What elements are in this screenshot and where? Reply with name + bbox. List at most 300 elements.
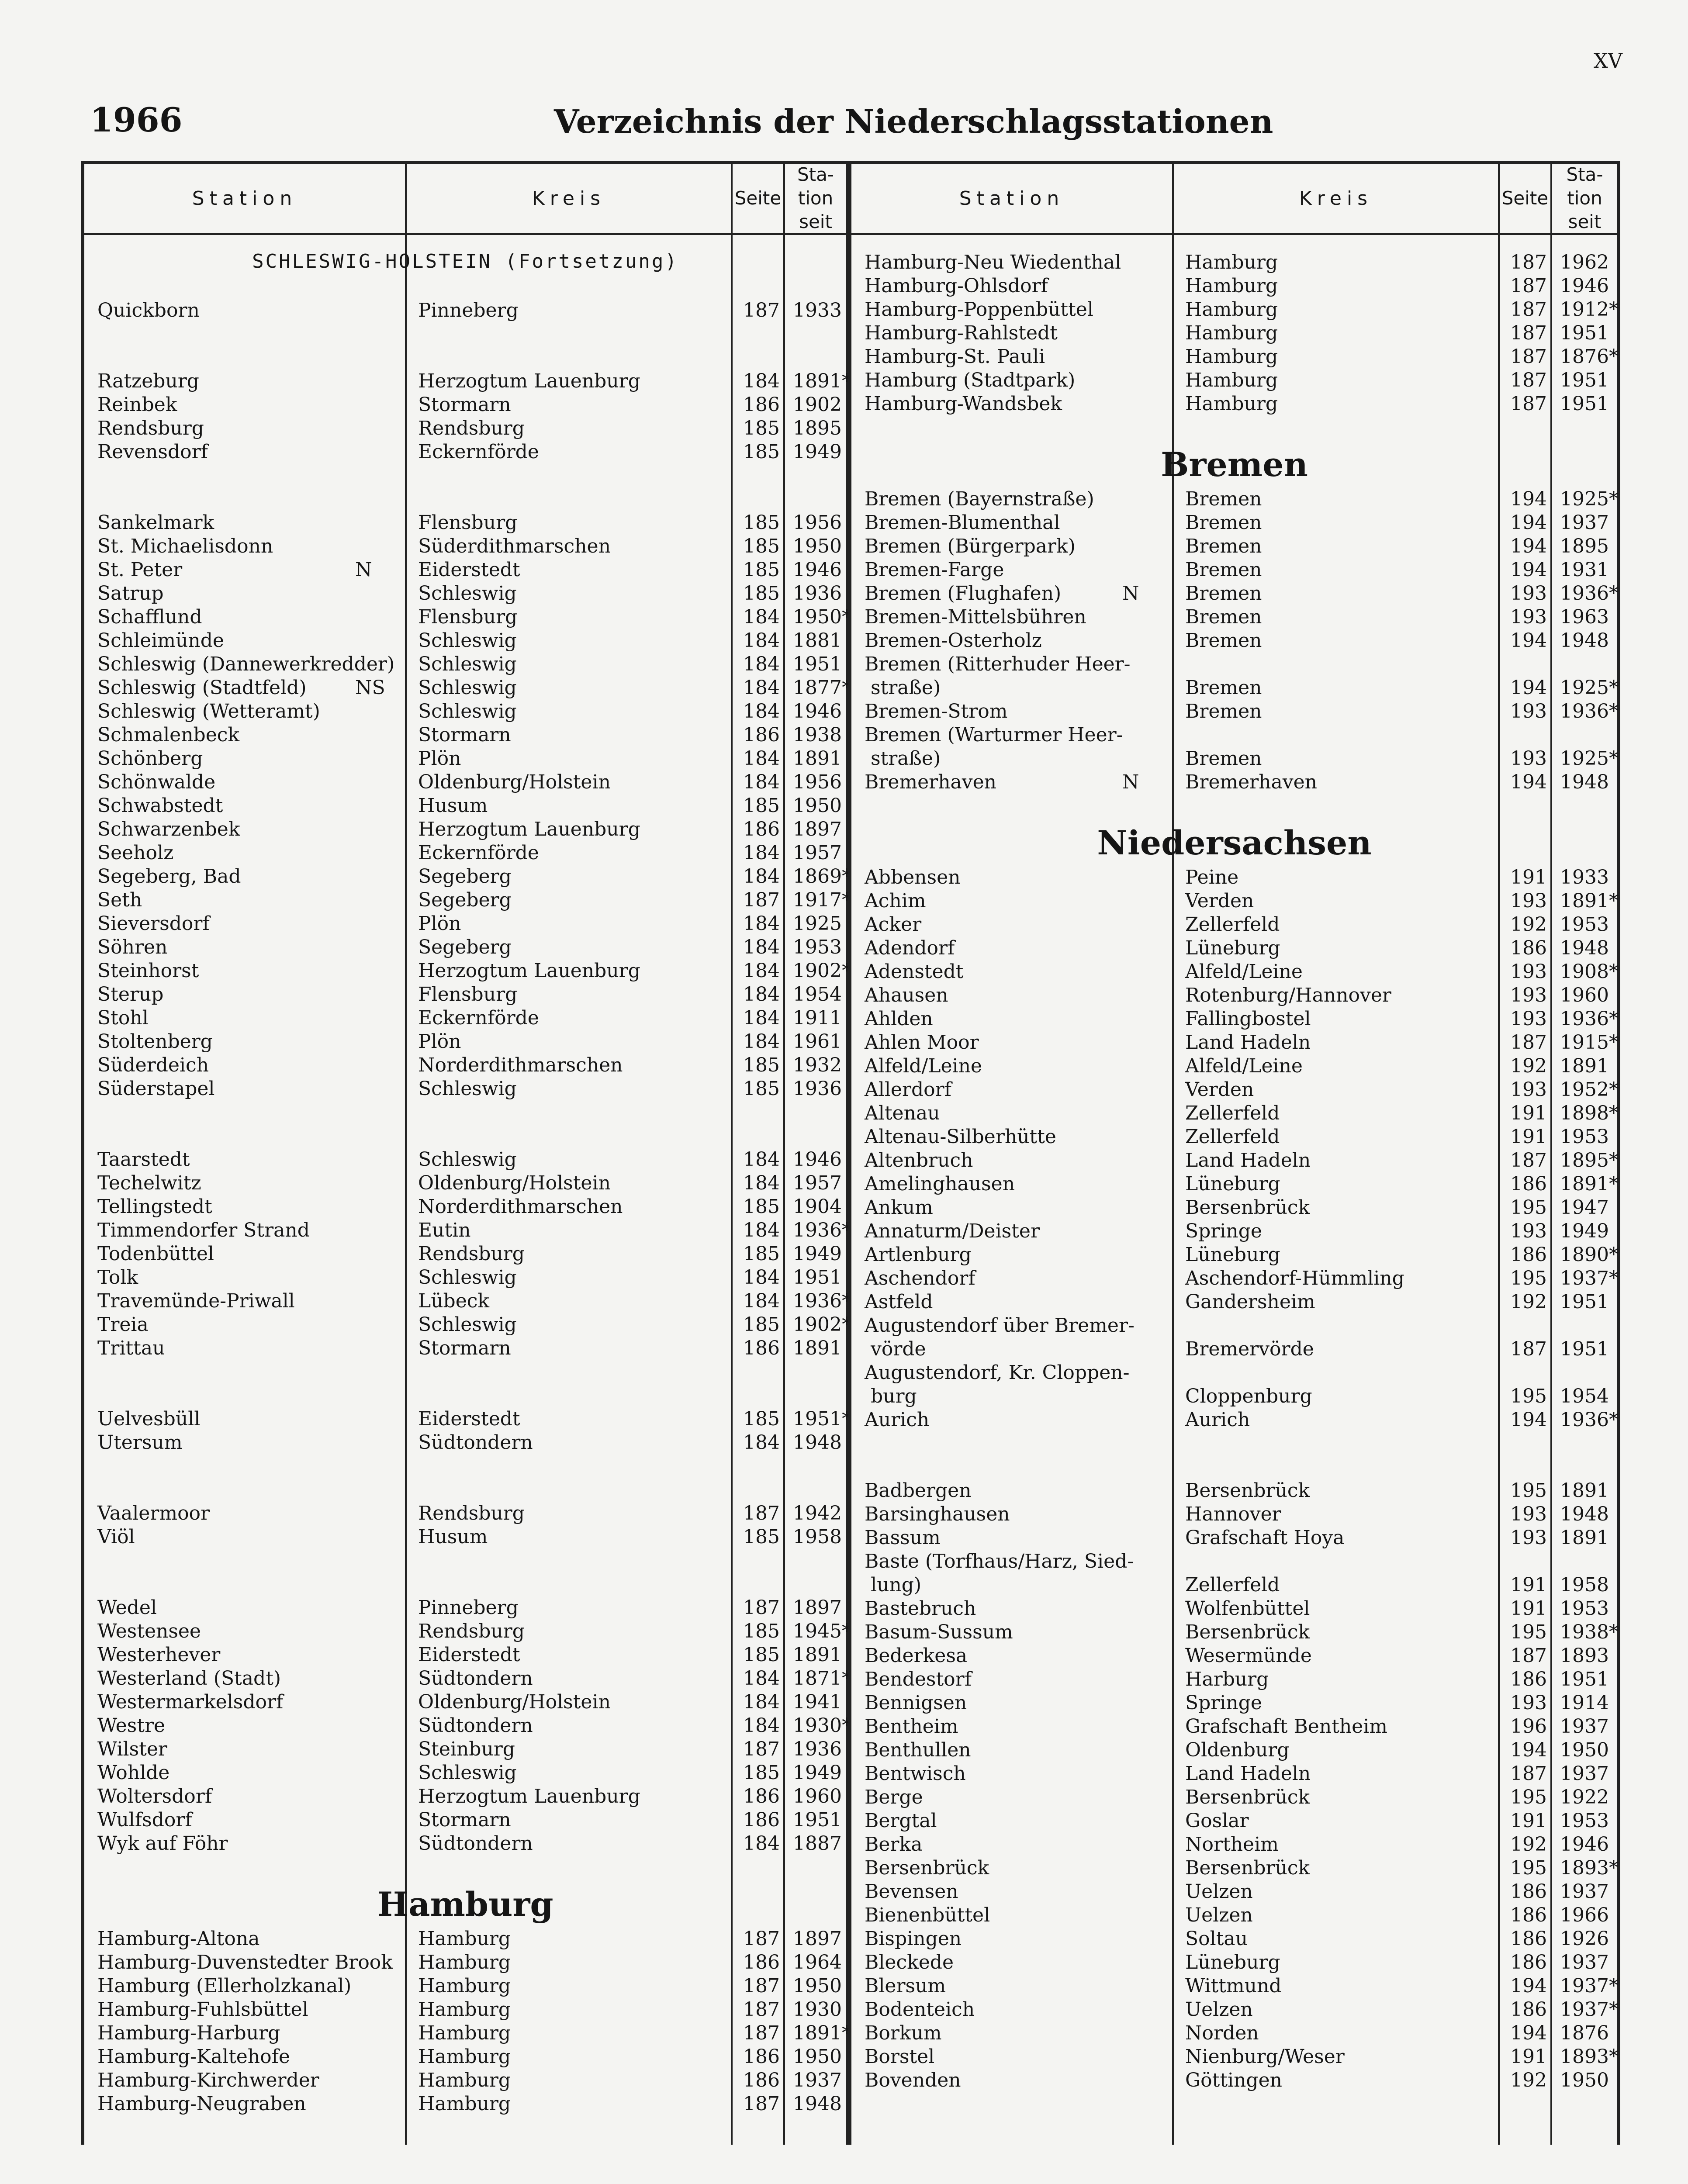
station-name: Sankelmark [97, 511, 214, 534]
kreis-name: Harburg [1185, 1668, 1269, 1690]
station-name: Hamburg-Kirchwerder [97, 2069, 319, 2091]
station-name: Wilster [97, 1738, 167, 1760]
station-since-year: 1950 [793, 795, 842, 817]
table-row [84, 1266, 846, 1290]
seite-number: 184 [743, 370, 780, 392]
kreis-name: Bremen [1185, 488, 1262, 510]
table-row [851, 1362, 1617, 1385]
kreis-name: Hamburg [418, 1928, 511, 1950]
station-since-year: 1897 [793, 1928, 842, 1950]
table-row [84, 582, 846, 606]
seite-number: 193 [1510, 1008, 1547, 1030]
seite-number: 185 [743, 1313, 780, 1336]
station-since-year: 1937* [1560, 1267, 1619, 1289]
station-column-header: Station [192, 187, 297, 210]
table-row [851, 1645, 1617, 1668]
station-name: Bremen-Osterholz [865, 629, 1042, 652]
seite-column-header: Seite [1501, 187, 1549, 209]
seite-number: 186 [743, 724, 780, 746]
station-since-year: 1946 [1560, 1833, 1609, 1856]
kreis-name: Land Hadeln [1185, 1762, 1311, 1785]
table-row [851, 1527, 1617, 1550]
seite-number: 184 [743, 1219, 780, 1241]
table-row [84, 2069, 846, 2093]
seite-number: 193 [1510, 700, 1547, 722]
station-since-year: 1945* [793, 1620, 851, 1642]
kreis-name: Schleswig [418, 700, 517, 722]
station-since-year: 1937 [1560, 1715, 1609, 1738]
table-row [84, 1832, 846, 1856]
station-since-year: 1936* [1560, 1409, 1619, 1431]
station-since-year: 1936* [793, 1219, 851, 1241]
seite-number: 184 [743, 1832, 780, 1855]
station-column-header: Station [959, 187, 1065, 210]
station-since-year: 1912* [1560, 298, 1619, 321]
table-row [851, 1621, 1617, 1645]
seite-number: 186 [743, 1785, 780, 1807]
kreis-name: Lüneburg [1185, 1173, 1280, 1195]
kreis-name: Hamburg [1185, 393, 1278, 415]
table-row [851, 1173, 1617, 1196]
station-name: Baste (Torfhaus/Harz, Sied- [865, 1550, 1134, 1572]
seite-number: 186 [743, 2046, 780, 2068]
seite-number: 195 [1510, 1267, 1547, 1289]
table-row [851, 1267, 1617, 1291]
table-row [851, 1810, 1617, 1833]
right-table-header [851, 164, 1617, 235]
kreis-name: Schleswig [418, 1148, 517, 1171]
station-since-year: 1881 [793, 629, 842, 652]
seite-number: 184 [743, 1714, 780, 1737]
kreis-name: Hannover [1185, 1503, 1281, 1525]
table-row [851, 937, 1617, 961]
table-row [84, 417, 846, 441]
station-name: Berka [865, 1833, 923, 1856]
station-name: Bleckede [865, 1951, 954, 1973]
table-row [851, 1550, 1617, 1574]
station-name: Schleswig (Wetteramt) [97, 700, 320, 722]
seite-number: 187 [1510, 275, 1547, 297]
table-row [851, 1668, 1617, 1692]
station-since-year: 1966 [1560, 1904, 1609, 1926]
kreis-name: Hamburg [1185, 346, 1278, 368]
page-title: Verzeichnis der Niederschlagsstationen [554, 103, 1273, 141]
seite-number: 194 [1510, 771, 1547, 793]
kreis-name: Hamburg [1185, 298, 1278, 321]
kreis-name: Verden [1185, 890, 1254, 912]
station-name: Travemünde-Priwall [97, 1290, 295, 1312]
station-since-year: 1891* [793, 370, 851, 392]
station-name: Satrup [97, 582, 164, 605]
seite-number: 194 [1510, 511, 1547, 534]
station-since-year: 1911 [793, 1007, 842, 1029]
table-row [851, 1597, 1617, 1621]
kreis-name: Grafschaft Hoya [1185, 1527, 1345, 1549]
kreis-name: Grafschaft Bentheim [1185, 1715, 1388, 1738]
seite-number: 187 [1510, 322, 1547, 344]
station-name: Todenbüttel [97, 1243, 214, 1265]
station-since-year: 1946 [1560, 275, 1609, 297]
seite-number: 186 [743, 1951, 780, 1973]
station-name: Hamburg-Rahlstedt [865, 322, 1058, 344]
station-since-year: 1953 [1560, 1810, 1609, 1832]
kreis-name: Soltau [1185, 1928, 1248, 1950]
kreis-name: Oldenburg/Holstein [418, 1691, 611, 1713]
kreis-name: Hamburg [418, 2069, 511, 2091]
station-since-year: 1917* [793, 889, 851, 911]
table-row [84, 1620, 851, 1644]
station-since-year: 1893* [1560, 1857, 1619, 1879]
station-name: Sieversdorf [97, 912, 210, 935]
seite-number: 184 [743, 1667, 780, 1690]
station-name: Bastebruch [865, 1597, 976, 1620]
table-row [84, 1148, 846, 1172]
table-row [84, 983, 846, 1007]
table-row [84, 2093, 846, 2116]
seite-number: 195 [1510, 1196, 1547, 1219]
seite-number: 186 [1510, 1244, 1547, 1266]
station-name: Schleswig (Stadtfeld) [97, 677, 307, 699]
station-name: Taarstedt [97, 1148, 190, 1171]
kreis-name: Stormarn [418, 394, 511, 416]
station-since-year: 1937 [793, 2069, 842, 2091]
kreis-name: Hamburg [418, 2093, 511, 2115]
station-name: Tellingstedt [97, 1196, 212, 1218]
station-since-year: 1951 [793, 653, 842, 675]
kreis-name: Land Hadeln [1185, 1031, 1311, 1054]
kreis-name: Rendsburg [418, 1243, 525, 1265]
table-row [851, 1975, 1617, 1998]
station-since-year: 1891 [793, 1337, 842, 1359]
station-since-year: 1877* [793, 677, 851, 699]
station-name: Hamburg-Ohlsdorf [865, 275, 1048, 297]
seite-number: 185 [743, 1243, 780, 1265]
station-name: Bassum [865, 1527, 941, 1549]
table-row [84, 795, 846, 818]
seite-number: 184 [743, 747, 780, 770]
kreis-name: Eiderstedt [418, 1408, 520, 1430]
kreis-name: Bremen [1185, 582, 1262, 605]
table-row [851, 1857, 1617, 1880]
seit-column-header: Sta- tion seit [1566, 164, 1603, 232]
table-row [851, 2022, 1617, 2046]
station-since-year: 1925* [1560, 677, 1619, 699]
station-since-year: 1871* [793, 1667, 851, 1690]
station-since-year: 1956 [793, 511, 842, 534]
station-name: Schönwalde [97, 771, 216, 793]
table-row [851, 913, 1617, 937]
kreis-name: Gandersheim [1185, 1291, 1315, 1313]
kreis-name: Eckernförde [418, 441, 539, 463]
station-name: Hamburg-Poppenbüttel [865, 298, 1093, 321]
station-name: Hamburg-Neu Wiedenthal [865, 251, 1121, 273]
seit-column-header: Sta- tion seit [797, 164, 834, 232]
seite-number: 194 [1510, 2022, 1547, 2044]
station-since-year: 1948 [1560, 629, 1609, 652]
table-row [851, 1291, 1617, 1314]
station-since-year: 1936* [793, 1290, 851, 1312]
table-row [851, 1692, 1617, 1715]
table-row [84, 1408, 851, 1431]
seite-number: 195 [1510, 1385, 1547, 1407]
seite-number: 184 [743, 606, 780, 628]
table-row [851, 1904, 1617, 1928]
station-since-year: 1933 [793, 299, 842, 321]
seite-number: 186 [1510, 1173, 1547, 1195]
station-since-year: 1930 [793, 1998, 842, 2021]
station-since-year: 1937 [1560, 1762, 1609, 1785]
table-row [84, 559, 846, 582]
station-name: Seth [97, 889, 142, 911]
station-name: Treia [97, 1313, 149, 1336]
seite-number: 186 [743, 2069, 780, 2091]
seite-number: 192 [1510, 1833, 1547, 1856]
table-row [851, 890, 1617, 913]
station-since-year: 1891* [1560, 1173, 1619, 1195]
station-name: Steinhorst [97, 960, 199, 982]
station-since-year: 1930* [793, 1714, 851, 1737]
kreis-name: Wolfenbüttel [1185, 1597, 1310, 1620]
seite-number: 185 [743, 1620, 780, 1642]
station-name: St. Michaelisdonn [97, 535, 273, 557]
station-since-year: 1951 [1560, 1668, 1609, 1690]
seite-number: 192 [1510, 2069, 1547, 2091]
station-since-year: 1950* [793, 606, 851, 628]
station-name: Seeholz [97, 842, 174, 864]
kreis-name: Göttingen [1185, 2069, 1282, 2091]
seite-number: 186 [743, 1337, 780, 1359]
table-row [851, 653, 1617, 677]
station-since-year: 1954 [1560, 1385, 1609, 1407]
table-row [851, 559, 1617, 582]
table-row [851, 1503, 1617, 1527]
station-since-year: 1932 [793, 1054, 842, 1076]
station-name: Bispingen [865, 1928, 962, 1950]
seite-number: 196 [1510, 1715, 1547, 1738]
seite-number: 193 [1510, 890, 1547, 912]
kreis-name: Stormarn [418, 1337, 511, 1359]
station-name: Ratzeburg [97, 370, 199, 392]
table-row [84, 1431, 846, 1455]
seite-number: 187 [1510, 298, 1547, 321]
station-name: Basum-Sussum [865, 1621, 1013, 1643]
table-row [851, 2046, 1617, 2069]
station-name: vörde [871, 1338, 926, 1360]
station-since-year: 1951 [1560, 322, 1609, 344]
table-row [851, 771, 1617, 795]
station-name: Bennigsen [865, 1692, 967, 1714]
station-name: Ahlen Moor [865, 1031, 979, 1054]
seite-number: 187 [1510, 1762, 1547, 1785]
station-since-year: 1893 [1560, 1645, 1609, 1667]
seite-number: 185 [743, 535, 780, 557]
station-since-year: 1947 [1560, 1196, 1609, 1219]
seite-number: 195 [1510, 1479, 1547, 1502]
kreis-name: Cloppenburg [1185, 1385, 1312, 1407]
station-name: Adenstedt [865, 961, 964, 983]
station-name: St. Peter [97, 559, 183, 581]
station-since-year: 1891* [793, 2022, 851, 2044]
seite-number: 187 [743, 1738, 780, 1760]
station-note: NS [355, 677, 385, 699]
station-since-year: 1960 [793, 1785, 842, 1807]
station-name: Schmalenbeck [97, 724, 240, 746]
table-row [84, 653, 846, 677]
table-row [84, 1809, 846, 1832]
station-name: Schwabstedt [97, 795, 223, 817]
station-name: Schafflund [97, 606, 202, 628]
seite-number: 191 [1510, 866, 1547, 888]
station-since-year: 1936 [793, 1738, 842, 1760]
table-row [851, 1409, 1617, 1432]
seite-number: 185 [743, 1644, 780, 1666]
seite-number: 194 [1510, 1409, 1547, 1431]
kreis-name: Plön [418, 747, 461, 770]
station-name: Bergtal [865, 1810, 937, 1832]
station-name: Bremen-Strom [865, 700, 1008, 722]
station-since-year: 1952* [1560, 1078, 1619, 1101]
seite-number: 187 [743, 889, 780, 911]
kreis-name: Flensburg [418, 606, 518, 628]
table-row [851, 1196, 1617, 1220]
seite-number: 191 [1510, 1597, 1547, 1620]
seite-number: 187 [1510, 1149, 1547, 1171]
station-since-year: 1933 [1560, 866, 1609, 888]
kreis-name: Hamburg [418, 1951, 511, 1973]
station-since-year: 1876* [1560, 346, 1619, 368]
seite-number: 187 [743, 1975, 780, 1997]
seite-number: 193 [1510, 1220, 1547, 1242]
station-since-year: 1895 [793, 417, 842, 439]
kreis-name: Peine [1185, 866, 1239, 888]
seite-number: 185 [743, 795, 780, 817]
station-name: Reinbek [97, 394, 177, 416]
station-name: Wedel [97, 1597, 157, 1619]
kreis-name: Uelzen [1185, 1904, 1253, 1926]
table-row [84, 700, 846, 724]
kreis-name: Segeberg [418, 889, 512, 911]
station-since-year: 1891 [1560, 1055, 1609, 1077]
station-since-year: 1954 [793, 983, 842, 1006]
table-row [851, 1998, 1617, 2022]
station-since-year: 1936 [793, 1078, 842, 1100]
station-since-year: 1956 [793, 771, 842, 793]
seite-number: 195 [1510, 1786, 1547, 1808]
station-since-year: 1936* [1560, 582, 1619, 605]
table-row [84, 394, 846, 417]
station-since-year: 1904 [793, 1196, 842, 1218]
station-name: Stohl [97, 1007, 149, 1029]
kreis-name: Schleswig [418, 1762, 517, 1784]
table-row [84, 747, 846, 771]
table-row [851, 724, 1617, 747]
kreis-name: Fallingbostel [1185, 1008, 1311, 1030]
station-name: Borstel [865, 2046, 935, 2068]
seite-number: 194 [1510, 629, 1547, 652]
station-since-year: 1951 [1560, 1291, 1609, 1313]
seite-number: 184 [743, 1266, 780, 1289]
station-since-year: 1898* [1560, 1102, 1619, 1124]
kreis-name: Hamburg [418, 1975, 511, 1997]
kreis-name: Hamburg [1185, 275, 1278, 297]
station-name: Westermarkelsdorf [97, 1691, 284, 1713]
station-since-year: 1953 [1560, 1126, 1609, 1148]
seite-number: 185 [743, 417, 780, 439]
table-row [851, 393, 1617, 416]
kreis-name: Eckernförde [418, 842, 539, 864]
table-row [84, 912, 846, 936]
station-name: Schönberg [97, 747, 203, 770]
kreis-name: Oldenburg/Holstein [418, 1172, 611, 1194]
station-name: Utersum [97, 1431, 183, 1454]
station-since-year: 1925 [793, 912, 842, 935]
seite-number: 185 [743, 1408, 780, 1430]
table-row [851, 1126, 1617, 1149]
kreis-name: Bremervörde [1185, 1338, 1314, 1360]
station-since-year: 1936* [1560, 1008, 1619, 1030]
seite-number: 186 [1510, 937, 1547, 959]
station-since-year: 1963 [1560, 606, 1609, 628]
table-row [851, 1220, 1617, 1244]
kreis-name: Zellerfeld [1185, 1102, 1280, 1124]
table-row [851, 1739, 1617, 1762]
station-name: lung) [871, 1574, 922, 1596]
station-since-year: 1938 [793, 724, 842, 746]
table-row [84, 1714, 851, 1738]
table-row [851, 1031, 1617, 1055]
kreis-name: Springe [1185, 1692, 1262, 1714]
station-since-year: 1948 [1560, 771, 1609, 793]
station-name: Bremen (Flughafen) [865, 582, 1062, 605]
station-since-year: 1950 [793, 535, 842, 557]
seite-number: 187 [743, 299, 780, 321]
table-row [851, 1880, 1617, 1904]
station-since-year: 1926 [1560, 1928, 1609, 1950]
station-since-year: 1948 [1560, 937, 1609, 959]
seite-number: 187 [743, 1928, 780, 1950]
station-since-year: 1949 [793, 441, 842, 463]
table-row [84, 1078, 846, 1101]
table-row [851, 1928, 1617, 1951]
station-since-year: 1942 [793, 1502, 842, 1524]
kreis-name: Zellerfeld [1185, 1126, 1280, 1148]
table-row [84, 511, 846, 535]
station-since-year: 1951 [793, 1809, 842, 1831]
station-name: Trittau [97, 1337, 165, 1359]
kreis-name: Plön [418, 912, 461, 935]
kreis-name: Herzogtum Lauenburg [418, 960, 640, 982]
table-row [84, 1738, 846, 1762]
station-name: Vaalermoor [97, 1502, 210, 1524]
kreis-name: Herzogtum Lauenburg [418, 818, 640, 840]
station-since-year: 1950 [1560, 1739, 1609, 1761]
station-name: Bentwisch [865, 1762, 966, 1785]
table-row [851, 1786, 1617, 1810]
table-row [84, 441, 846, 464]
seite-number: 184 [743, 865, 780, 888]
station-name: Hamburg-Harburg [97, 2022, 280, 2044]
table-row [851, 1762, 1617, 1786]
table-row [84, 1243, 846, 1266]
kreis-name: Eiderstedt [418, 559, 520, 581]
kreis-name: Südtondern [418, 1832, 533, 1855]
station-since-year: 1957 [793, 1172, 842, 1194]
seite-number: 184 [743, 983, 780, 1006]
table-row [84, 936, 846, 960]
station-since-year: 1895 [1560, 535, 1609, 557]
table-row [851, 1102, 1617, 1126]
station-name: Tolk [97, 1266, 138, 1289]
